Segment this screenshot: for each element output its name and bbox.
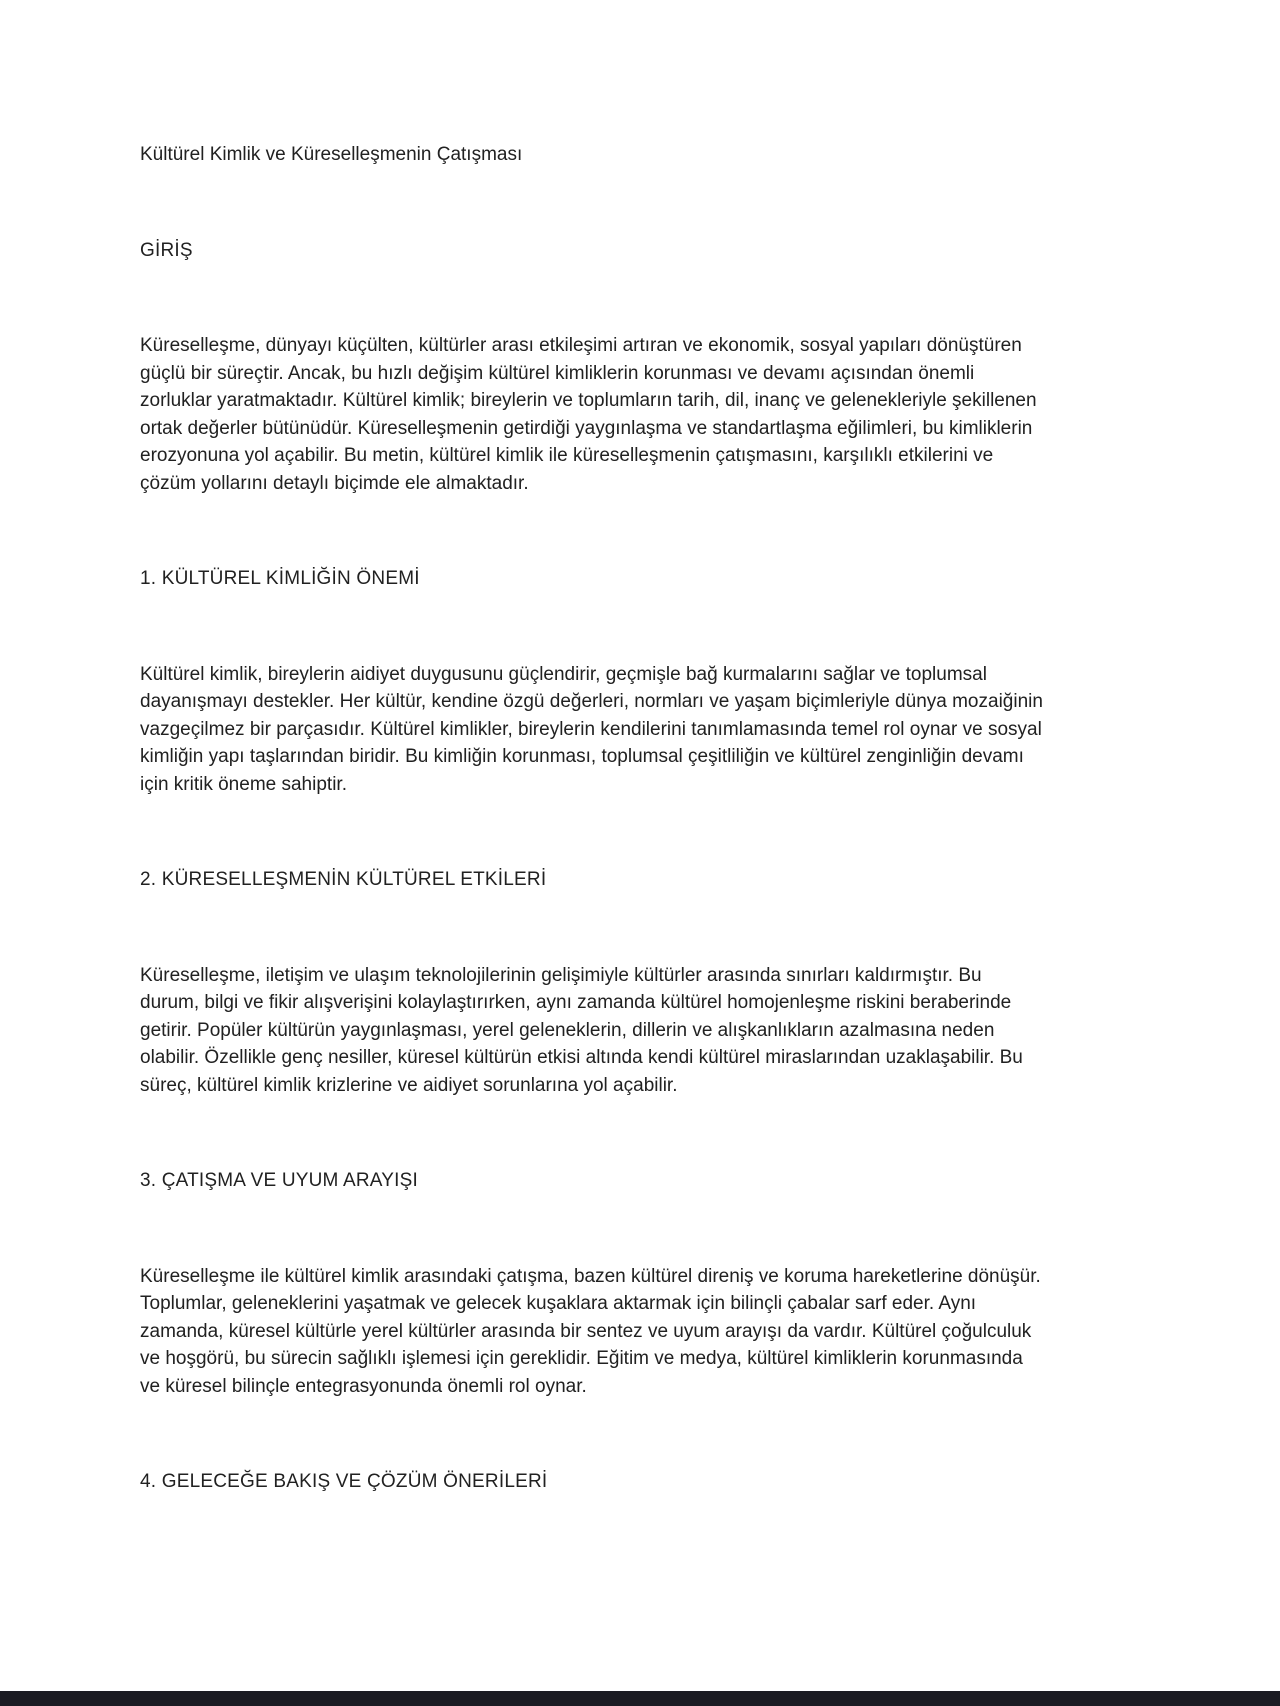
bottom-edge-bar bbox=[0, 1691, 1280, 1706]
section-heading-1: 1. KÜLTÜREL KİMLİĞİN ÖNEMİ bbox=[140, 568, 420, 589]
section-body-1: Kültürel kimlik, bireylerin aidiyet duygusunu güçlendirir, geçmişle bağ kurmalarını sağlar ve toplumsal dayanışmayı destekler. Her kültür, kendine özgü değerleri, normları ve yaşam biçimleriyle dünya mozaiğinin vazgeçilmez bir parçasıdır. Kültürel kimlikler, bireylerin kendilerini tanımlamasında temel rol oynar ve sosyal kimliğin yapı taşlarından biridir. Bu kimliğin korunması, toplumsal çeşitliliğin ve kültürel zenginliğin devamı için kritik öneme sahiptir. bbox=[140, 663, 1043, 795]
section-heading-3: 3. ÇATIŞMA VE UYUM ARAYIŞI bbox=[140, 1170, 418, 1191]
section-body-2: Küreselleşme, iletişim ve ulaşım teknolojilerinin gelişimiyle kültürler arasında sınırları kaldırmıştır. Bu durum, bilgi ve fikir alışverişini kolaylaştırırken, aynı zamanda kültürel homojenleşme riskini beraberinde getirir. Popüler kültürün yaygınlaşması, yerel geleneklerin, dillerin ve alışkanlıkların azalmasına neden olabilir. Özellikle genç nesiller, küresel kültürün etkisi altında kendi kültürel miraslarından uzaklaşabilir. Bu süreç, kültürel kimlik krizlerine ve aidiyet sorunlarına yol açabilir. bbox=[140, 964, 1023, 1096]
section-heading-giris: GİRİŞ bbox=[140, 239, 193, 261]
section-body-3: Küreselleşme ile kültürel kimlik arasındaki çatışma, bazen kültürel direniş ve koruma hareketlerine dönüşür. Toplumlar, geleneklerini yaşatmak ve gelecek kuşaklara aktarmak için bilinçli çabalar sarf eder. Aynı zamanda, küresel kültürle yerel kültürler arasında bir sentez ve uyum arayışı da vardır. Kültürel çoğulculuk ve hoşgörü, bu sürecin sağlıklı işlemesi için gereklidir. Eğitim ve medya, kültürel kimliklerin korunmasında ve küresel bilinçle entegrasyonunda önemli rol oynar. bbox=[140, 1265, 1041, 1397]
section-body-giris: Küreselleşme, dünyayı küçülten, kültürler arası etkileşimi artıran ve ekonomik, sosyal yapıları dönüştüren güçlü bir süreçtir. Ancak, bu hızlı değişim kültürel kimliklerin korunması ve devamı açısından önemli zorluklar yaratmaktadır. Kültürel kimlik; bireylerin ve toplumların tarih, dil, inanç ve gelenekleriyle şekillenen ortak değerler bütünüdür. Küreselleşmenin getirdiği yaygınlaşma ve standartlaşma eğilimleri, bu kimliklerin erozyonuna yol açabilir. Bu metin, kültürel kimlik ile küreselleşmenin çatışmasını, karşılıklı etkilerini ve çözüm yollarını detaylı biçimde ele almaktadır. bbox=[140, 335, 1037, 494]
document-content bbox=[140, 141, 1045, 1564]
section-heading-4: 4. GELECEĞE BAKIŞ VE ÇÖZÜM ÖNERİLERİ bbox=[140, 1471, 548, 1492]
document-title: Kültürel Kimlik ve Küreselleşmenin Çatışması bbox=[140, 144, 523, 165]
section-heading-2: 2. KÜRESELLEŞMENİN KÜLTÜREL ETKİLERİ bbox=[140, 869, 547, 890]
